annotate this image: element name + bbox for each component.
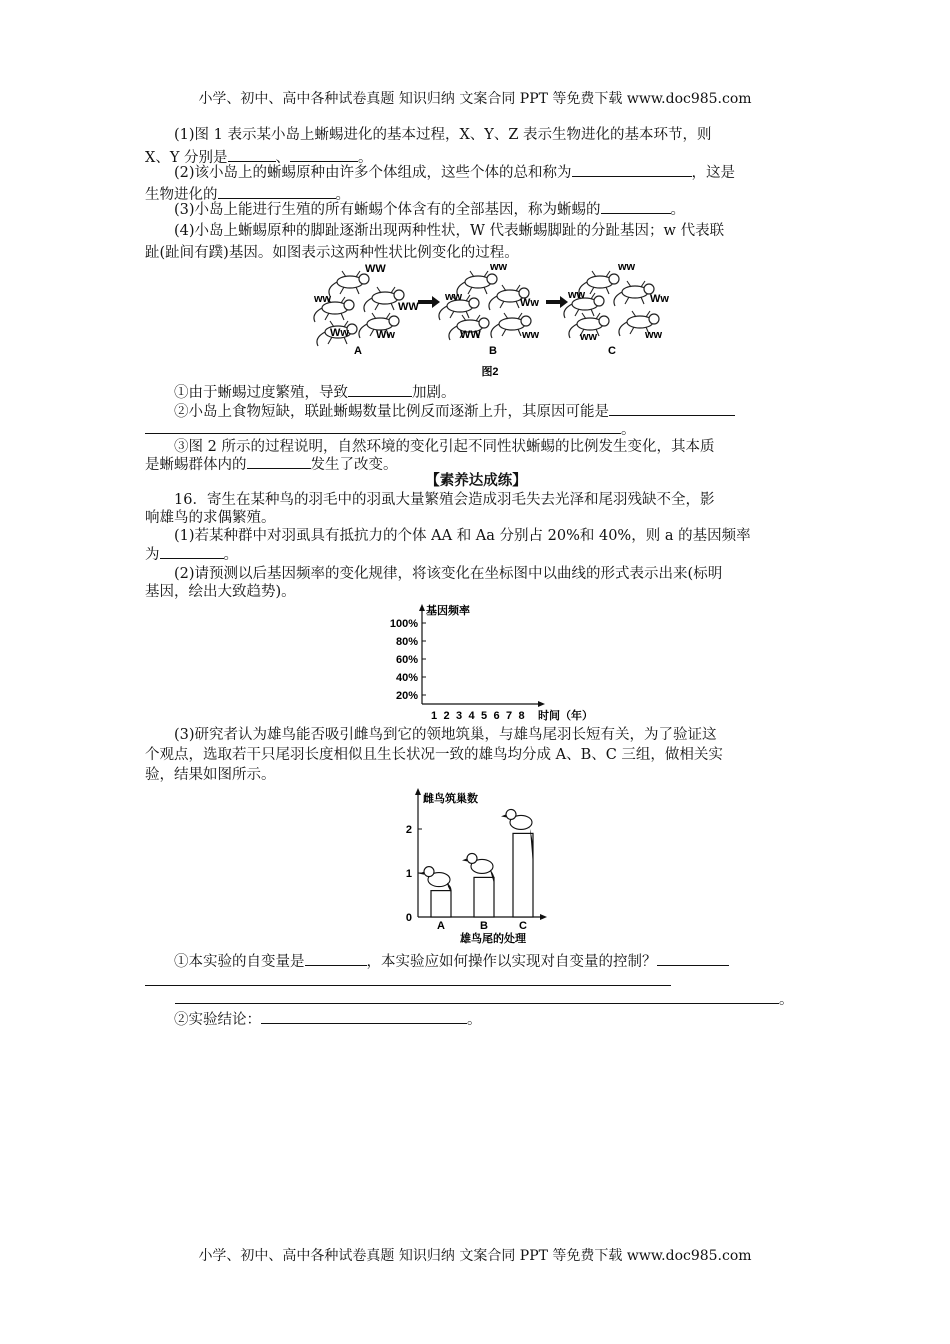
q15-part4 bbox=[145, 220, 807, 242]
q16-s2-text: ②实验结论： bbox=[174, 1012, 261, 1028]
q16-p2b-text: 基因，绘出大致趋势)。 bbox=[145, 584, 296, 600]
genotype-label: ww bbox=[522, 329, 540, 341]
genotype-label: ww bbox=[568, 289, 586, 301]
genotype-label: ww bbox=[645, 329, 663, 341]
bar bbox=[431, 891, 451, 917]
page-footer: 小学、初中、高中各种试卷真题 知识归纳 文案合同 PPT 等免费下载 www.doc985.com bbox=[198, 1248, 752, 1264]
chart-marks bbox=[406, 809, 534, 932]
y-tick-label: 2 bbox=[405, 824, 412, 836]
y-tick-label: 1 bbox=[405, 868, 412, 880]
q16-p1b-text: 为 bbox=[145, 547, 160, 563]
q15-s2-text: ②小岛上食物短缺，联趾蜥蜴数量比例反而逐渐上升，其原因可能是 bbox=[174, 404, 609, 420]
q15-p1b-text: X、Y 分别是 bbox=[145, 150, 228, 166]
q15-part4-line2 bbox=[145, 242, 807, 264]
q16-part3 bbox=[145, 724, 807, 746]
q15-p1-end: 。 bbox=[358, 150, 373, 166]
q15-s2-end: 。 bbox=[621, 422, 636, 438]
q15-part2 bbox=[145, 161, 807, 184]
axis-y-label: 雌鸟筑巢数 bbox=[423, 793, 478, 805]
q16-part3-line2 bbox=[145, 744, 807, 766]
group-label: C bbox=[608, 345, 616, 357]
y-tick-label: 20% bbox=[395, 690, 418, 702]
answer-blank[interactable] bbox=[261, 1008, 467, 1024]
answer-blank[interactable] bbox=[609, 400, 735, 416]
q15-part1 bbox=[145, 124, 807, 146]
answer-blank[interactable] bbox=[657, 950, 729, 966]
answer-blank[interactable] bbox=[160, 543, 224, 559]
page-header: 小学、初中、高中各种试卷真题 知识归纳 文案合同 PPT 等免费下载 www.doc985.com bbox=[198, 91, 752, 107]
answer-blank[interactable] bbox=[290, 146, 358, 162]
x-tick-label: 4 bbox=[468, 710, 475, 722]
arrow-icon bbox=[418, 296, 440, 308]
q16-intro-text: 16．寄生在某种鸟的羽毛中的羽虱大量繁殖会造成羽毛失去光泽和尾羽残缺不全，影 bbox=[174, 492, 715, 508]
answer-blank[interactable] bbox=[145, 970, 671, 986]
q16-s1-end: 。 bbox=[779, 992, 794, 1008]
q15-s3b-text: 是蜥蜴群体内的 bbox=[145, 457, 247, 473]
q16-p3b-text: 个观点，选取若干只尾羽长度相似且生长状况一致的雄鸟均分成 A、B、C 三组，做相关实 bbox=[145, 747, 723, 763]
q16-p3c-text: 验，结果如图所示。 bbox=[145, 767, 276, 783]
x-tick-label: 3 bbox=[455, 710, 463, 722]
q15-part3 bbox=[145, 198, 807, 221]
genotype-label: ww bbox=[618, 262, 636, 273]
x-tick-label: 8 bbox=[518, 710, 525, 722]
q16-p2-text: (2)请预测以后基因频率的变化规律，将该变化在坐标图中以曲线的形式表示出来(标明 bbox=[174, 566, 723, 582]
nest-bar-chart bbox=[383, 784, 603, 946]
group-label: A bbox=[354, 345, 362, 357]
q15-p2c-text: 生物进化的 bbox=[145, 187, 218, 203]
genotype-label: WW bbox=[460, 329, 481, 341]
x-tick-label: 6 bbox=[493, 710, 500, 722]
q15-s3c-text: 发生了改变。 bbox=[310, 457, 398, 473]
answer-blank[interactable] bbox=[348, 381, 412, 397]
genotype-label: ww bbox=[490, 262, 508, 273]
x-tick-label: B bbox=[480, 920, 488, 932]
q16-part2-line2 bbox=[145, 581, 807, 603]
y-tick-label: 0 bbox=[405, 912, 412, 924]
q16-sub2 bbox=[145, 1008, 807, 1031]
y-tick-label: 100% bbox=[389, 618, 418, 630]
x-tick-label: 2 bbox=[443, 710, 450, 722]
q15-p3-text: (3)小岛上能进行生殖的所有蜥蜴个体含有的全部基因，称为蜥蜴的 bbox=[174, 202, 601, 218]
answer-blank[interactable] bbox=[228, 146, 276, 162]
q16-intro2-text: 响雄鸟的求偶繁殖。 bbox=[145, 510, 276, 526]
answer-blank[interactable] bbox=[218, 183, 336, 199]
q16-part3-line3 bbox=[145, 764, 807, 786]
q16-p3-text: (3)研究者认为雄鸟能否吸引雌鸟到它的领地筑巢，与雄鸟尾羽长短有关，为了验证这 bbox=[174, 727, 717, 743]
axis-x-label: 雄鸟尾的处理 bbox=[460, 933, 526, 945]
genotype-label: Ww bbox=[330, 327, 349, 339]
q16-p1-end: 。 bbox=[223, 547, 238, 563]
answer-blank[interactable] bbox=[572, 161, 692, 177]
y-tick-label: 40% bbox=[395, 672, 418, 684]
genotype-label: Ww bbox=[650, 293, 669, 305]
genotype-label: ww bbox=[445, 291, 463, 303]
axis-x-label: 时间（年） bbox=[538, 710, 593, 722]
genotype-label: WW bbox=[365, 263, 386, 275]
x-ticks bbox=[431, 710, 525, 722]
genotype-label: WW bbox=[398, 301, 419, 313]
y-tick-label: 60% bbox=[395, 654, 418, 666]
q15-s1b-text: 加剧。 bbox=[412, 385, 456, 401]
q15-p1-text: (1)图 1 表示某小岛上蜥蜴进化的基本过程，X、Y、Z 表示生物进化的基本环节，则 bbox=[174, 127, 712, 143]
q16-s2-end: 。 bbox=[467, 1012, 482, 1028]
q15-s1-text: ①由于蜥蜴过度繁殖，导致 bbox=[174, 385, 348, 401]
q15-p2-text: (2)该小岛上的蜥蜴原种由许多个体组成，这些个体的总和称为 bbox=[174, 165, 572, 181]
genotype-label: Ww bbox=[520, 297, 539, 309]
lizard-icon bbox=[614, 281, 654, 306]
lizard-group-c bbox=[564, 262, 669, 357]
answer-blank[interactable] bbox=[601, 198, 671, 214]
answer-blank[interactable] bbox=[145, 418, 621, 434]
genotype-label: ww bbox=[580, 331, 598, 343]
lizard-group-b bbox=[439, 262, 540, 357]
x-tick-label: 1 bbox=[430, 710, 438, 722]
group-label: B bbox=[489, 345, 497, 357]
q15-p2-end: 。 bbox=[335, 187, 350, 203]
lizard-figure bbox=[300, 262, 680, 382]
q15-p4-text: (4)小岛上蜥蜴原种的脚趾逐渐出现两种性状，W 代表蜥蜴脚趾的分趾基因；w 代表联 bbox=[174, 223, 725, 239]
answer-blank[interactable] bbox=[175, 988, 779, 1004]
q15-p1-sep: 、 bbox=[275, 150, 291, 166]
gene-frequency-axes bbox=[380, 601, 620, 726]
q15-s3-text: ③图 2 所示的过程说明，自然环境的变化引起不同性状蜥蜴的比例发生变化，其本质 bbox=[174, 439, 715, 455]
answer-blank[interactable] bbox=[247, 453, 311, 469]
arrow-icon bbox=[546, 296, 568, 308]
genotype-label: Ww bbox=[376, 329, 395, 341]
lizard-icon bbox=[457, 271, 497, 296]
q16-s1b-text: ，本实验应如何操作以实现对自变量的控制？ bbox=[366, 954, 657, 970]
x-tick-label: 7 bbox=[505, 710, 513, 722]
lizard-icon bbox=[329, 271, 369, 296]
bird-icon bbox=[419, 867, 452, 893]
y-ticks bbox=[390, 618, 426, 702]
q15-p4b-text: 趾(趾间有蹼)基因。如图表示这两种性状比例变化的过程。 bbox=[145, 245, 519, 261]
genotype-label: ww bbox=[314, 293, 332, 305]
q16-s1-text: ①本实验的自变量是 bbox=[174, 954, 305, 970]
x-tick-label: C bbox=[519, 920, 527, 932]
y-tick-label: 80% bbox=[395, 636, 418, 648]
section-title: 【素养达成练】 bbox=[425, 472, 527, 489]
answer-blank[interactable] bbox=[305, 950, 367, 966]
bar bbox=[474, 877, 494, 917]
q15-p2b-text: ，这是 bbox=[691, 165, 736, 181]
x-tick-label: A bbox=[437, 920, 445, 932]
lizard-group-a bbox=[313, 263, 419, 357]
axis-y-label: 基因频率 bbox=[426, 605, 470, 617]
x-tick-label: 5 bbox=[480, 710, 488, 722]
figure-caption: 图2 bbox=[481, 366, 499, 378]
bar bbox=[513, 833, 533, 917]
q15-p3-end: 。 bbox=[670, 202, 686, 218]
q16-p1-text: (1)若某种群中对羽虱具有抵抗力的个体 AA 和 Aa 分别占 20%和 40%，则 a 的基因频率 bbox=[174, 528, 751, 544]
